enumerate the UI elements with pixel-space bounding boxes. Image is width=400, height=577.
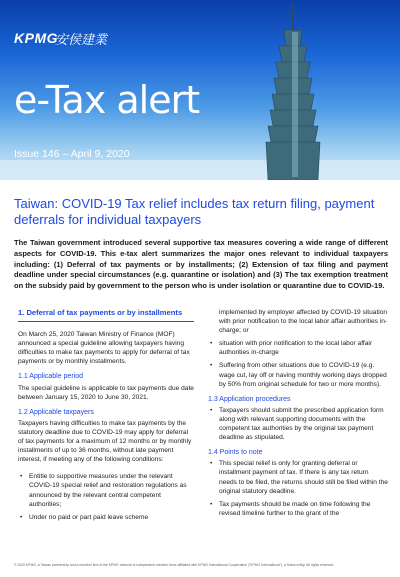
article-headline: Taiwan: COVID-19 Tax relief includes tax return filing, payment deferrals for individual taxpayers [14,196,375,227]
list-item: • Taxpayers should submit the prescribed application form along with relevant supporting documents with the competent tax authorities by the original tax payment deadline as stipulated. [208,406,388,442]
intro-paragraph: The Taiwan government introduced several supportive tax measures covering a wide range of different aspects for COVID-19. This e-tax alert summarizes the major ones relevant to individual taxpayers including: (1) Deferral of tax payments or by installments; (2) Extension of tax filing and payment deadline under special circumstances (e.g. quarantine or isolation) and (3) The tax exemption treatment on the subsidy paid by government to the person who is under isolation or quarantine due to COVID-19. [14,238,388,291]
list-item: • Entitle to supportive measures under the relevant COVID-19 special relief and restoration regulations as announced by the relevant central competent authorities; [18,472,194,508]
list-item: • Suffering from other situations due to COVID-19 (e.g. wage cut, lay off or having monthly working days dropped by 50% from original schedule for two or more months). [208,361,388,388]
left-column [18,308,194,526]
right-column [208,308,388,522]
bullet-list [208,459,388,518]
issue-date: Issue 146 – April 9, 2020 [14,148,130,160]
bullet-list [208,339,388,388]
paragraph: On March 25, 2020 Taiwan Ministry of Finance (MOF) announced a special guideline allowing taxpayers having difficulties to make tax payments to apply for deferral of tax payments or by monthly installments. [18,331,190,366]
list-item: • Under no paid or part paid leave scheme [18,513,194,522]
section-title: 1. Deferral of tax payments or by installments [18,308,194,322]
header-banner [0,0,400,180]
list-item: • This special relief is only for granting deferral or installment payment of tax. If there is any tax return needs to be filed, the returns should still be filed within the original statutory deadline. [208,459,388,495]
subsection-heading: 1.2 Applicable taxpayers [18,408,94,416]
bullet-list [18,472,194,521]
paragraph: Taxpayers having difficulties to make tax payments by the statutory deadline due to COVID-19 may apply for deferral of tax payments for a maximum of 12 months or by monthly installments of up to 36 months, without late payment interest, if meeting any of the following conditions: [18,419,192,464]
subsection-heading: 1.3 Application procedures [208,395,291,403]
subsection-heading: 1.4 Points to note [208,449,263,457]
list-item: • Tax payments should be made on time following the revised timeline further to the grant of the [208,500,388,518]
list-item: • situation with prior notification to the local labor affair authorities in-charge [208,339,388,357]
paragraph-continuation: implemented by employer affected by COVID-19 situation with prior notification to the local labor affair authorities in-charge; or [219,309,388,335]
kpmg-logo: KPMG [14,30,58,46]
publication-title: e-Tax alert [14,78,200,122]
bullet-list [208,406,388,442]
subsection-heading: 1.1 Applicable period [18,373,83,381]
paragraph: The special guideline is applicable to tax payments due date between January 15, 2020 to June 30, 2021. [18,384,194,401]
kpmg-chinese-logo: 安侯建業 [55,33,108,48]
copyright-footer: © 2020 KPMG, a Taiwan partnership and a member firm of the KPMG network of independent member firms affiliated with KPMG International Cooperative ("KPMG International"), a Swiss entity. All rights reserved. [14,563,335,567]
